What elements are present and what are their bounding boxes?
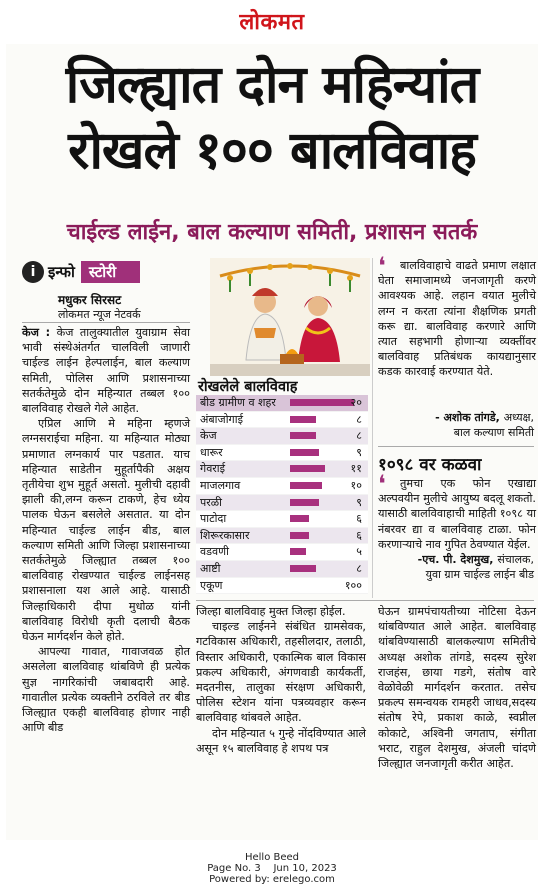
table-cell-name: एकूण [200, 578, 223, 592]
child-marriage-table [196, 395, 368, 594]
table-row [196, 561, 368, 578]
table-row [196, 395, 368, 412]
table-cell-count: १०० [344, 578, 362, 592]
subheadline: चाईल्ड लाईन, बाल कल्याण समिती, प्रशासन सतर्क [66, 220, 478, 245]
article-column-1 [22, 325, 190, 735]
table-row [196, 495, 368, 512]
wedding-illustration [210, 258, 370, 376]
table-cell-name: अंबाजोगाई [200, 412, 243, 426]
article-paragraph: एप्रिल आणि मे महिना म्हणजे लग्नसराईचा महिना. या महिन्यात मोठ्या प्रमाणात लग्नकार्य पार पडतात. याच महिन्यात साडेतीन मुहूर्तापैकी अक्षय तृतीयेचा शुभ मुहूर्त असतो. मुलीची दहावी झाली की,लग्न करून टाकणे, हेच ध्येय पालक घेऊन बसलेले असतात. या दोन महिन्यात चाईल्ड लाईन बीड, बाल कल्याण समिती आणि जिल्हा प्रशासनाच्या सतर्कतेमुळे जिल्ह्यात तब्बल १०० बालविवाह रोखण्यात चाईल्ड लाईनसह प्रशासनाला यश आले आहे. यासाठी जिल्हाधिकारी दीपा मुधोळ यांनी बालविवाह विरोधी कृती दलाची बैठक घेऊन मार्गदर्शन केले होते. [22, 417, 190, 644]
headline-line-1: जिल्ह्यात दोन महिन्यांत [65, 55, 479, 115]
table-bar [290, 515, 309, 522]
article-column-3 [378, 604, 536, 771]
footer-date: Jun 10, 2023 [273, 863, 337, 874]
article-column-2 [196, 604, 366, 756]
table-cell-count: ८ [356, 429, 362, 443]
table-cell-count: २० [350, 396, 362, 409]
article-paragraph: दोन महिन्यात ५ गुन्हे नोंदविण्यात आले असून १५ बालविवाह हे शपथ पत्र [196, 726, 366, 755]
byline-agency: लोकमत न्यूज नेटवर्क [58, 308, 141, 321]
dateline: केज : [22, 326, 51, 339]
section-signature-role-line: युवा ग्राम चाईल्ड लाईन बीड [425, 568, 534, 581]
quote-signature-role: अध्यक्ष, [503, 411, 534, 424]
table-cell-name: गेवराई [200, 462, 226, 476]
table-bar [290, 532, 309, 539]
table-cell-name: परळी [200, 495, 222, 509]
table-bar [290, 465, 325, 472]
divider [196, 600, 534, 601]
table-cell-count: ९ [356, 445, 362, 459]
section-text: तुमचा एक फोन एखाद्या अल्पवयीन मुलीचे आयुष्य बदलू शकतो. यासाठी बालविवाहाची माहिती १०९८ या नंबरवर द्या व बालविवाह टाळा. फोन करणाऱ्याचे नाव गुपित ठेवण्यात येईल. [378, 477, 536, 551]
table-cell-name: पाटोदा [200, 512, 227, 526]
table-row [196, 461, 368, 478]
table-cell-name: केज [200, 429, 217, 443]
divider [22, 322, 190, 323]
divider [372, 258, 373, 598]
article-paragraph: जिल्हा बालविवाह मुक्त जिल्हा होईल. [196, 605, 346, 618]
table-title: रोखलेले बालविवाह [198, 379, 298, 395]
table-cell-name: माजलगाव [200, 478, 241, 492]
footer-page: Page No. 3 [207, 863, 261, 874]
table-cell-count: ८ [356, 412, 362, 426]
table-cell-count: ८ [356, 561, 362, 575]
section-signature-role: संचालक, [497, 553, 534, 566]
table-row [196, 478, 368, 495]
quote-signature-name: - अशोक तांगडे, [435, 411, 500, 424]
masthead-logo-text: लोकमत [239, 9, 305, 35]
article-paragraph: केज : केज तालुक्यातील युवाग्राम सेवा भावी संस्थेअंतर्गत चालविली जाणारी चाईल्ड लाईन हेल्पलाईन, बाल कल्याण समिती, पोलिस आणि प्रशासनाच्या सतर्कतेमुळे दोन महिन्यात तब्बल १०० बालविवाह रोखले गेले आहेत. [22, 326, 190, 416]
table-bar [290, 548, 306, 555]
table-row-total [196, 578, 368, 595]
info-story-word-2: स्टोरी [81, 261, 140, 283]
table-bar [290, 416, 316, 423]
table-cell-count: ६ [356, 528, 362, 542]
article-paragraph: घेऊन ग्रामपंचायतीच्या नोटिसा देऊन थांबविण्यात आले आहेत. बालविवाह थांबविण्यासाठी बालकल्याण समितीचे अध्यक्ष अशोक तांगडे, सदस्य सुरेश राजहंस, छाया गडगे, संतोष वारे वेळोवेळी मार्गदर्शन करतात. तसेच प्रकल्प समन्वयक रामहरी जाधव,सदस्य संतोष रेपे, प्रकाश काळे, स्वप्नील कोकाटे, अश्विनी जगताप, संगीता भराट, राहुल देशमुख, अंजली चांदणे जिल्ह्यात जनजागृती करीत आहेत. [378, 605, 536, 771]
section-signature [418, 552, 534, 567]
quote-signature-role-line: बाल कल्याण समिती [453, 426, 534, 439]
table-cell-name: आष्टी [200, 561, 221, 575]
table-cell-count: ६ [356, 512, 362, 526]
table-row [196, 528, 368, 545]
article-paragraph: चाइल्ड लाईनने संबंधित ग्रामसेवक, गटविकास अधिकारी, तहसीलदार, तलाठी, विस्तार अधिकारी, एकात्मिक बाल विकास प्रकल्प अधिकारी, अंगणवाडी कार्यकर्ती, मदतनीस, तालुका संरक्षण अधिकारी, पोलिस स्टेशन यांना पत्रव्यवहार करून बालविवाह थांबवले आहेत. [196, 620, 366, 725]
article-paragraph: आपल्या गावात, गावाजवळ होत असलेला बालविवाह थांबविणे ही प्रत्येक सुज्ञ नागरिकांची जबाबदारी आहे. गावातील प्रत्येक व्यक्तीने ठरविले तर बीड जिल्ह्यात एकही बालविवाह होणार नाही आणि बीड [22, 645, 190, 735]
table-cell-name: बीड ग्रामीण व शहर [200, 396, 276, 409]
table-row [196, 445, 368, 462]
table-bar [290, 432, 316, 439]
info-icon: i [22, 261, 44, 283]
table-bar [290, 482, 322, 489]
info-story-tag [22, 258, 140, 286]
table-bar [290, 449, 319, 456]
table-row [196, 511, 368, 528]
byline-author: मधुकर सिरसट [58, 293, 122, 307]
footer-title: Hello Beed [244, 852, 300, 863]
table-cell-count: ५ [356, 545, 362, 559]
table-cell-name: धारूर [200, 445, 223, 459]
section-title: १०९८ वर कळवा [378, 455, 482, 475]
table-row [196, 412, 368, 429]
masthead [0, 0, 544, 38]
info-story-word-1: इन्फो [48, 263, 75, 281]
section-box [378, 470, 536, 552]
table-bar [290, 499, 319, 506]
table-cell-name: वडवणी [200, 545, 229, 559]
table-row [196, 428, 368, 445]
footer-powered-by: Powered by: erelego.com [209, 874, 335, 885]
table-row [196, 544, 368, 561]
table-cell-count: १० [350, 478, 362, 492]
quote-box [378, 252, 536, 380]
table-cell-count: ९ [356, 495, 362, 509]
table-cell-name: शिरूरकासार [200, 528, 250, 542]
divider [378, 446, 534, 447]
headline-line-2: रोखले १०० बालविवाह [68, 121, 476, 181]
quote-mark-icon: ❛ [378, 252, 386, 280]
table-bar [290, 399, 354, 406]
headline [6, 52, 538, 184]
quote-signature [435, 410, 534, 425]
footer-page-date [0, 863, 544, 874]
quote-text: बालविवाहाचे वाढते प्रमाण लक्षात घेता समाजामध्ये जनजागृती करणे आवश्यक आहे. लहान वयात मुलीचे लग्न न करता त्यांना शैक्षणिक प्रगती करू द्या. बालविवाह करणारे आणि त्यात सहभागी होणाऱ्या व्यक्तींवर बालविवाह प्रतिबंधक कायद्यानुसार कडक कारवाई करण्यात येते. [378, 259, 536, 379]
section-signature-name: -एच. पी. देशमुख, [417, 553, 494, 566]
table-bar [290, 565, 316, 572]
table-cell-count: ११ [350, 462, 362, 476]
quote-mark-icon: ❛ [378, 470, 386, 498]
